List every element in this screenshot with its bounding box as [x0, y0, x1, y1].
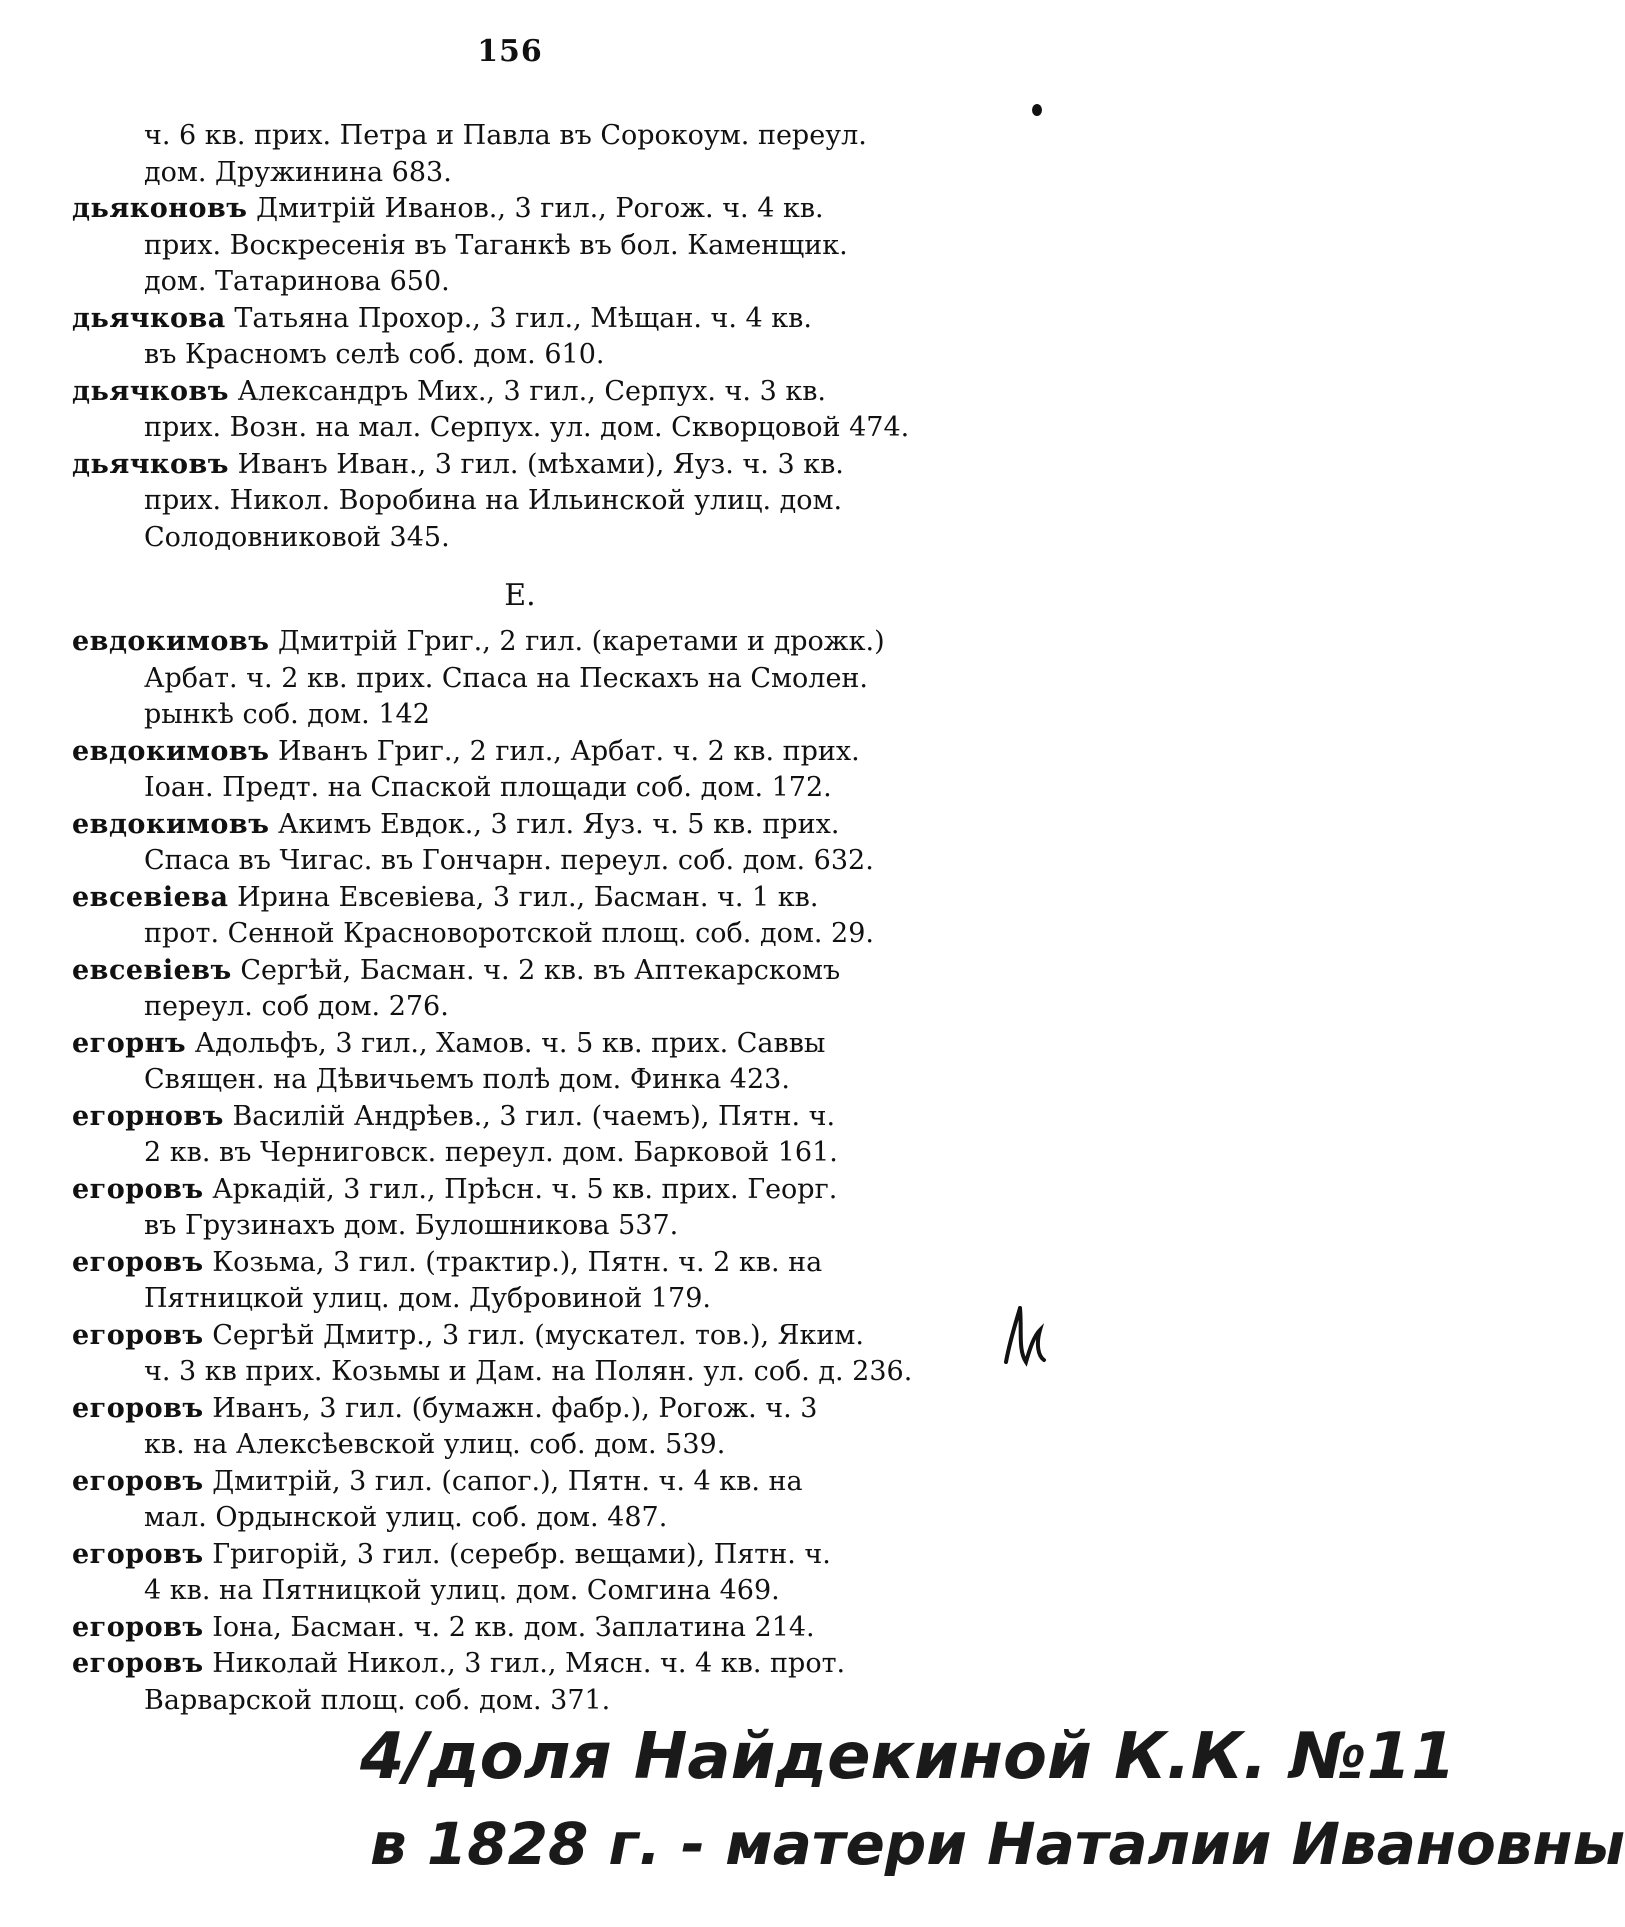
entry-text: Ирина Евсевіева, 3 гил., Басман. ч. 1 кв.	[237, 881, 819, 913]
directory-entry	[72, 118, 977, 191]
entry-text: мал. Ордынской улиц. соб. дом. 487.	[144, 1502, 668, 1533]
entry-first-line	[72, 1099, 977, 1136]
entry-text: прот. Сенной Красноворотской площ. соб. дом. 29.	[144, 918, 874, 949]
entry-continuation-line	[72, 1208, 977, 1245]
entry-text: Дмитрій Иванов., 3 гил., Рогож. ч. 4 кв.	[256, 193, 824, 224]
entry-text: Александръ Мих., 3 гил., Серпух. ч. 3 кв.	[237, 375, 826, 407]
entry-text: Солодовниковой 345.	[144, 521, 450, 553]
entry-surname: евдокимовъ	[72, 808, 270, 840]
entry-surname: дьячковъ	[72, 448, 230, 480]
entry-text: Іоан. Предт. на Спаской площади соб. дом. 172.	[144, 772, 832, 803]
directory-entry	[72, 1318, 977, 1391]
entry-continuation-line	[72, 410, 977, 447]
entry-continuation-line	[72, 1500, 977, 1537]
entry-text: ч. 6 кв. прих. Петра и Павла въ Сорокоум. переул.	[144, 120, 867, 151]
entry-surname: дьячковъ	[72, 375, 230, 407]
entry-text: Священ. на Дѣвичьемъ полѣ дом. Финка 423.	[144, 1064, 790, 1095]
entry-text: рынкѣ соб. дом. 142	[144, 699, 430, 730]
entry-continuation-line	[72, 661, 977, 698]
entry-surname: дьячкова	[72, 302, 226, 334]
entry-continuation-line	[72, 520, 977, 557]
entry-continuation-line	[72, 337, 977, 374]
entry-text: Козьма, 3 гил. (трактир.), Пятн. ч. 2 кв. на	[212, 1246, 823, 1278]
entry-text: Василій Андрѣев., 3 гил. (чаемъ), Пятн. ч.	[232, 1100, 836, 1132]
entry-first-line	[72, 1245, 977, 1282]
entry-continuation-line	[72, 1354, 977, 1391]
entry-text: Иванъ Григ., 2 гил., Арбат. ч. 2 кв. прих.	[278, 735, 860, 767]
entry-text: переул. соб дом. 276.	[144, 991, 449, 1022]
handwritten-margin-mark	[1000, 1300, 1050, 1370]
entry-surname: егоровъ	[72, 1648, 204, 1679]
directory-entry	[72, 734, 977, 807]
entry-first-line	[72, 118, 977, 155]
entry-first-line	[72, 880, 977, 917]
directory-entry	[72, 374, 977, 447]
entry-text: Арбат. ч. 2 кв. прих. Спаса на Пескахъ на Смолен.	[144, 662, 869, 694]
ink-spot	[1032, 104, 1042, 116]
directory-entry	[72, 1464, 977, 1537]
entry-surname: егоровъ	[72, 1319, 204, 1351]
entry-continuation-line	[72, 843, 977, 880]
directory-entry	[72, 1245, 977, 1318]
entry-continuation-line	[72, 155, 977, 192]
entry-surname: евсевіевъ	[72, 954, 232, 986]
entry-continuation-line	[72, 916, 977, 953]
entry-continuation-line	[72, 483, 977, 520]
entry-text: Пятницкой улиц. дом. Дубровиной 179.	[144, 1283, 711, 1314]
entry-text: 2 кв. въ Черниговск. переул. дом. Барковой 161.	[144, 1137, 838, 1168]
handwritten-note-line-1: 4/доля Найдекиной К.К. №11	[360, 1720, 1456, 1794]
entry-surname: егорнъ	[72, 1027, 187, 1059]
section-letter: Е.	[504, 578, 536, 613]
directory-entry	[72, 1391, 977, 1464]
entry-continuation-line	[72, 264, 977, 301]
directory-entry	[72, 1646, 977, 1719]
entry-continuation-line	[72, 1062, 977, 1099]
entry-first-line	[72, 1646, 977, 1683]
entry-first-line	[72, 191, 977, 228]
entry-continuation-line	[72, 1573, 977, 1610]
entry-first-line	[72, 1318, 977, 1355]
entry-text: кв. на Алексѣевской улиц. соб. дом. 539.	[144, 1429, 726, 1460]
entry-surname: егорновъ	[72, 1100, 224, 1132]
entry-continuation-line	[72, 697, 977, 734]
directory-entry	[72, 191, 977, 301]
entry-continuation-line	[72, 1281, 977, 1318]
entry-text: прих. Никол. Воробина на Ильинской улиц. дом.	[144, 485, 843, 516]
entry-text: въ Грузинахъ дом. Булошникова 537.	[144, 1210, 679, 1241]
entry-text: Іона, Басман. ч. 2 кв. дом. Заплатина 214.	[212, 1611, 815, 1643]
entry-first-line	[72, 374, 977, 411]
entry-text: Аркадій, 3 гил., Прѣсн. ч. 5 кв. прих. Георг.	[212, 1173, 838, 1205]
page-number: 156	[477, 34, 543, 69]
handwritten-note-line-2: в 1828 г. - матери Наталии Ивановны	[370, 1810, 1625, 1878]
entry-first-line	[72, 953, 977, 990]
entry-surname: евдокимовъ	[72, 626, 270, 657]
entry-text: прих. Возн. на мал. Серпух. ул. дом. Скворцовой 474.	[144, 412, 910, 443]
directory-entry	[72, 447, 977, 557]
entry-text: Николай Никол., 3 гил., Мясн. ч. 4 кв. прот.	[212, 1648, 846, 1679]
entry-text: дом. Дружинина 683.	[144, 156, 452, 188]
entry-surname: егоровъ	[72, 1246, 204, 1278]
entry-surname: евсевіева	[72, 881, 229, 913]
entry-first-line	[72, 734, 977, 771]
entry-text: Спаса въ Чигас. въ Гончарн. переул. соб. дом. 632.	[144, 845, 874, 876]
entry-first-line	[72, 1610, 977, 1647]
directory-entry	[72, 301, 977, 374]
entry-surname: евдокимовъ	[72, 735, 270, 767]
directory-entry	[72, 1172, 977, 1245]
entry-first-line	[72, 624, 977, 661]
entry-continuation-line	[72, 989, 977, 1026]
directory-entry	[72, 1610, 977, 1647]
entry-continuation-line	[72, 228, 977, 265]
entry-text: ч. 3 кв прих. Козьмы и Дам. на Полян. ул. соб. д. 236.	[144, 1356, 913, 1387]
entry-text: Григорій, 3 гил. (серебр. вещами), Пятн. ч.	[212, 1538, 831, 1570]
entry-first-line	[72, 1026, 977, 1063]
entry-text: Варварской площ. соб. дом. 371.	[144, 1684, 611, 1716]
entry-text: Адольфъ, 3 гил., Хамов. ч. 5 кв. прих. Саввы	[194, 1027, 826, 1059]
entry-first-line	[72, 301, 977, 338]
directory-entries-top	[72, 118, 977, 556]
entry-surname: егоровъ	[72, 1611, 204, 1643]
entry-first-line	[72, 1391, 977, 1428]
directory-entry	[72, 1537, 977, 1610]
entry-text: Иванъ, 3 гил. (бумажн. фабр.), Рогож. ч. 3	[212, 1392, 818, 1424]
entry-text: въ Красномъ селѣ соб. дом. 610.	[144, 339, 605, 370]
entry-first-line	[72, 1464, 977, 1501]
entry-first-line	[72, 807, 977, 844]
entry-continuation-line	[72, 1427, 977, 1464]
directory-entry	[72, 1099, 977, 1172]
entry-text: 4 кв. на Пятницкой улиц. дом. Сомгина 469.	[144, 1575, 780, 1606]
entry-text: Иванъ Иван., 3 гил. (мѣхами), Яуз. ч. 3 кв.	[237, 448, 844, 480]
entry-first-line	[72, 1172, 977, 1209]
directory-entry	[72, 880, 977, 953]
entry-surname: егоровъ	[72, 1173, 204, 1205]
entry-surname: егоровъ	[72, 1392, 204, 1424]
entry-continuation-line	[72, 1683, 977, 1720]
entry-text: Сергѣй, Басман. ч. 2 кв. въ Аптекарскомъ	[240, 954, 841, 986]
entry-text: Сергѣй Дмитр., 3 гил. (мускател. тов.), Яким.	[212, 1319, 864, 1351]
entry-continuation-line	[72, 770, 977, 807]
entry-surname: дьяконовъ	[72, 193, 248, 224]
directory-entry	[72, 1026, 977, 1099]
directory-entries-e	[72, 624, 977, 1719]
directory-entry	[72, 953, 977, 1026]
entry-text: Акимъ Евдок., 3 гил. Яуз. ч. 5 кв. прих.	[278, 808, 840, 840]
entry-text: Дмитрій Григ., 2 гил. (каретами и дрожк.)	[278, 626, 885, 657]
entry-surname: егоровъ	[72, 1465, 204, 1497]
entry-first-line	[72, 1537, 977, 1574]
entry-first-line	[72, 447, 977, 484]
entry-text: Татьяна Прохор., 3 гил., Мѣщан. ч. 4 кв.	[234, 302, 812, 334]
entry-continuation-line	[72, 1135, 977, 1172]
directory-entry	[72, 624, 977, 734]
entry-surname: егоровъ	[72, 1538, 204, 1570]
entry-text: прих. Воскресенія въ Таганкѣ въ бол. Каменщик.	[144, 229, 848, 261]
directory-entry	[72, 807, 977, 880]
entry-text: Дмитрій, 3 гил. (сапог.), Пятн. ч. 4 кв. на	[212, 1465, 803, 1497]
entry-text: дом. Татаринова 650.	[144, 266, 450, 297]
